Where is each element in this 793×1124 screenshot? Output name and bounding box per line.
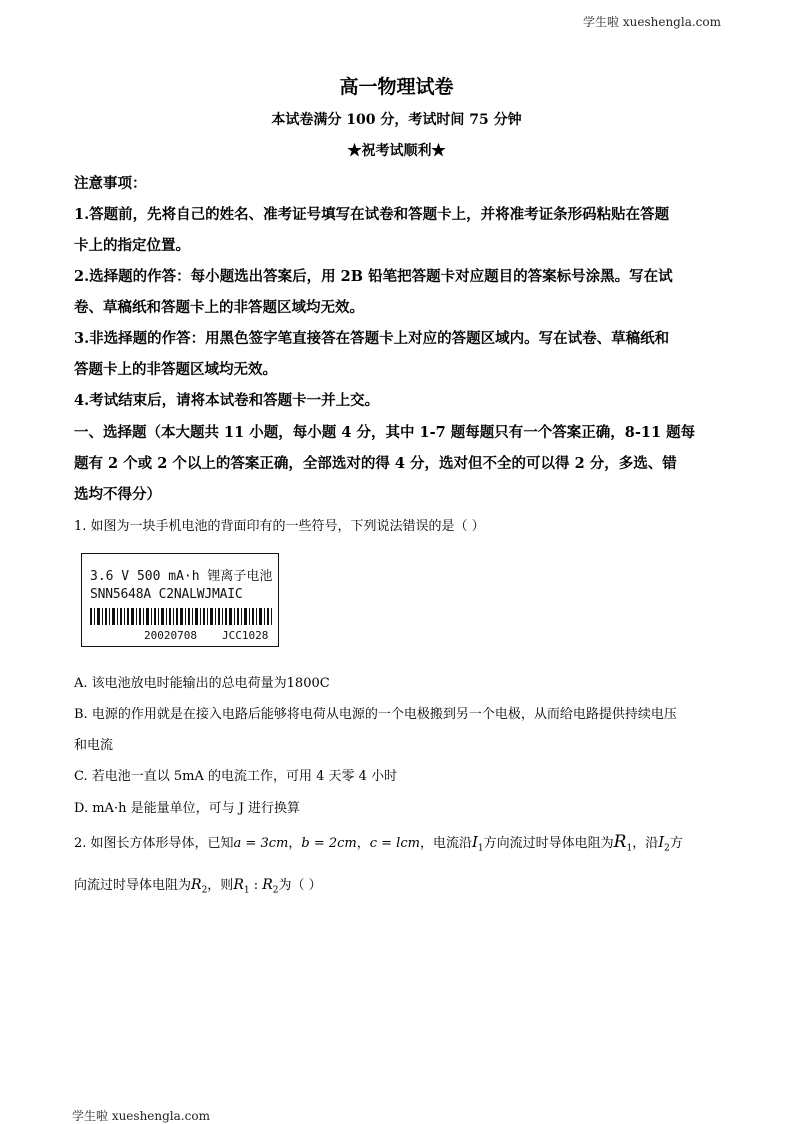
section-heading-line: 一、选择题（本大题共 11 小题，每小题 4 分，其中 1-7 题每题只有一个答案正确，8-11 题每 xyxy=(74,424,696,441)
q2-text: 2. 如图长方体形导体，已知 xyxy=(74,836,234,851)
q2-ratio-r1: R xyxy=(233,877,244,893)
battery-code: JCC1028 xyxy=(222,629,269,642)
q1-option-b: B. 电源的作用就是在接入电路后能够将电荷从电源的一个电极搬到另一个电极，从而给电路提供持续电压 xyxy=(74,707,677,722)
notice-line: 卷、草稿纸和答题卡上的非答题区域均无效。 xyxy=(74,299,364,316)
notice-line: 1.答题前，先将自己的姓名、准考证号填写在试卷和答题卡上，并将准考证条形码粘贴在答题 xyxy=(74,206,670,223)
notice-line: 3.非选择题的作答：用黑色签字笔直接答在答题卡上对应的答题区域内。写在试卷、草稿纸和 xyxy=(74,330,670,347)
exam-wish: ★祝考试顺利★ xyxy=(347,143,446,159)
q2-c-value: c = lcm xyxy=(369,836,420,851)
q2-a-value: a = 3cm xyxy=(233,836,289,851)
q2-text: ，则 xyxy=(207,878,234,893)
q2-text: 为（ ） xyxy=(278,878,322,893)
battery-date: 20020708 xyxy=(144,629,197,642)
q2-comma: ， xyxy=(356,836,370,851)
q2-b-value: b = 2cm xyxy=(301,836,357,851)
q2-ratio-sep: : xyxy=(249,878,263,893)
q2-text: 方 xyxy=(669,836,683,851)
q2-comma: ， xyxy=(288,836,302,851)
header-site: 学生啦 xueshengla.com xyxy=(583,15,721,29)
q2-ratio-r1-sub: 1 xyxy=(243,885,250,896)
q1-option-b-cont: 和电流 xyxy=(74,738,114,753)
q2-text: ，电流沿 xyxy=(419,836,472,851)
battery-serial-line: SNN5648A C2NALWJMAIC xyxy=(90,587,243,602)
notice-line: 2.选择题的作答：每小题选出答案后，用 2B 铅笔把答题卡对应题目的答案标号涂黑。写在试 xyxy=(74,268,673,285)
q1-option-c: C. 若电池一直以 5mA 的电流工作，可用 4 天零 4 小时 xyxy=(74,769,398,784)
q2-text: ，沿 xyxy=(632,836,659,851)
page-title: 高一物理试卷 xyxy=(339,76,454,98)
q2-i2-sub: 2 xyxy=(664,843,670,854)
q2-i1-symbol: I xyxy=(471,833,478,851)
section-heading-line: 题有 2 个或 2 个以上的答案正确，全部选对的得 4 分，选对但不全的可以得 2 分，多选、错 xyxy=(74,455,677,472)
notice-line: 卡上的指定位置。 xyxy=(74,237,190,254)
question-1-stem: 1. 如图为一块手机电池的背面印有的一些符号，下列说法错误的是（ ） xyxy=(74,519,485,534)
q2-text: 向流过时导体电阻为 xyxy=(74,878,192,893)
q2-r2-sub: 2 xyxy=(201,885,208,896)
battery-label-figure xyxy=(81,553,279,647)
question-2-line-2 xyxy=(74,874,734,896)
notice-heading: 注意事项： xyxy=(74,175,147,192)
q2-text: 方向流过时导体电阻为 xyxy=(483,836,614,851)
q2-r1-symbol: R xyxy=(613,832,627,852)
question-2-line-1 xyxy=(74,832,734,854)
q2-r1-sub: 1 xyxy=(626,843,633,854)
section-heading-line: 选均不得分） xyxy=(74,486,161,503)
battery-spec-line: 3.6 V 500 mA·h 锂离子电池 xyxy=(90,569,273,584)
q2-r2-symbol: R xyxy=(191,877,202,893)
q1-option-a: A. 该电池放电时能输出的总电荷量为1800C xyxy=(74,676,330,691)
q2-i2-symbol: I xyxy=(658,833,665,851)
barcode-graphic xyxy=(90,608,272,625)
q2-ratio-r2: R xyxy=(262,877,273,893)
notice-line: 答题卡上的非答题区域均无效。 xyxy=(74,361,277,378)
q1-option-d: D. mA·h 是能量单位，可与 J 进行换算 xyxy=(74,801,301,816)
exam-subtitle: 本试卷满分 100 分，考试时间 75 分钟 xyxy=(271,112,522,128)
notice-line: 4.考试结束后，请将本试卷和答题卡一并上交。 xyxy=(74,392,380,409)
footer-site: 学生啦 xueshengla.com xyxy=(72,1109,210,1123)
q2-ratio-r2-sub: 2 xyxy=(272,885,279,896)
q2-i1-sub: 1 xyxy=(477,843,484,854)
